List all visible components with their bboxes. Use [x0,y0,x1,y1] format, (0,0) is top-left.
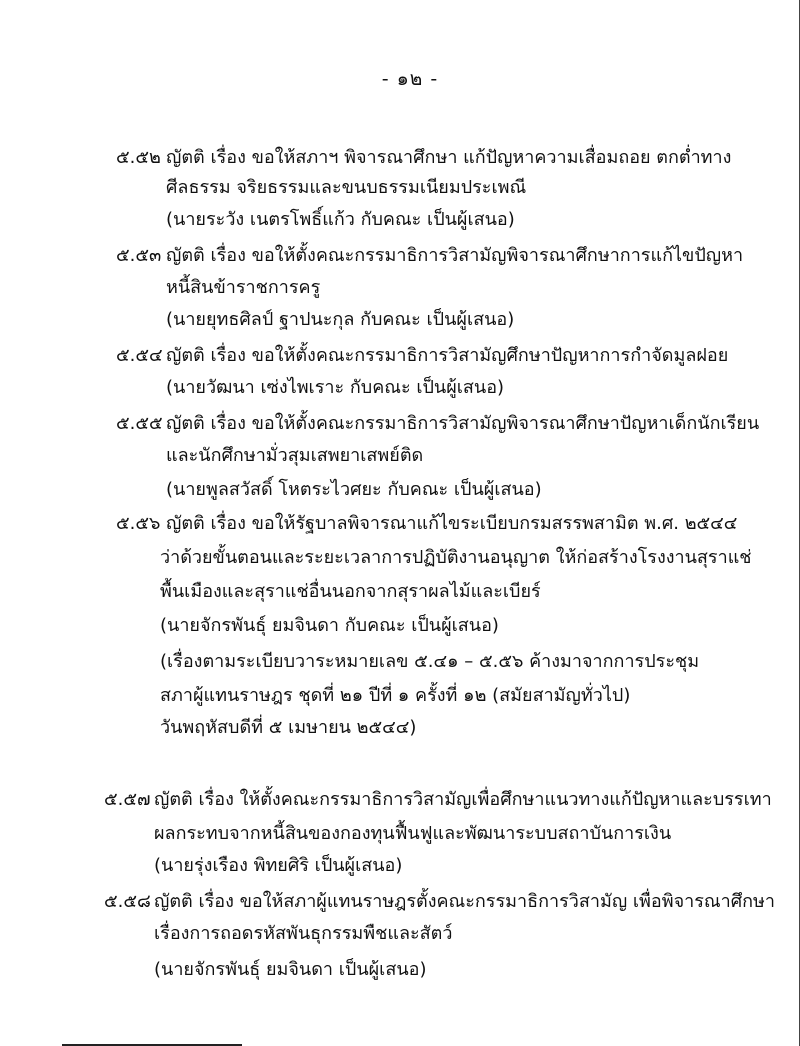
agenda-item-title: ญัตติ เรื่อง ขอให้ตั้งคณะกรรมาธิการวิสามัญพิจารณาศึกษาปัญหาเด็กนักเรียน [166,413,760,434]
agenda-item-header [116,412,759,436]
agenda-item-header [116,244,743,268]
agenda-item-proposer: (นายจักรพันธุ์ ยมจินดา กับคณะ เป็นผู้เสนอ) [160,615,499,636]
agenda-item-header [116,146,731,170]
agenda-item-proposer: (นายพูลสวัสดิ์ โหตระไวศยะ กับคณะ เป็นผู้เสนอ) [166,479,542,500]
agenda-item-title: ญัตติ เรื่อง ขอให้สภาฯ พิจารณาศึกษา แก้ปัญหาความเสื่อมถอย ตกต่ำทาง [166,147,732,168]
page-number: - ๑๒ - [381,68,439,90]
agenda-item-number: ๕.๕๓ [116,245,162,266]
pending-note-line: สภาผู้แทนราษฎร ชุดที่ ๒๑ ปีที่ ๑ ครั้งที่ ๑๒ (สมัยสามัญทั่วไป) [160,685,631,706]
agenda-item-number: ๕.๕๘ [104,891,151,912]
agenda-item-proposer: (นายระวัง เนตรโพธิ์แก้ว กับคณะ เป็นผู้เสนอ) [166,209,515,230]
agenda-item-proposer: (นายวัฒนา เซ่งไพเราะ กับคณะ เป็นผู้เสนอ) [166,377,505,398]
pending-note-line: วันพฤหัสบดีที่ ๕ เมษายน ๒๕๔๔) [160,717,417,738]
agenda-item-header [116,344,728,368]
agenda-item-title-continued: ผลกระทบจากหนี้สินของกองทุนฟื้นฟูและพัฒนาระบบสถาบันการเงิน [154,823,672,844]
agenda-item-title: ญัตติ เรื่อง ขอให้สภาผู้แทนราษฎรตั้งคณะกรรมาธิการวิสามัญ เพื่อพิจารณาศึกษา [154,891,776,912]
agenda-item-title: ญัตติ เรื่อง ขอให้ตั้งคณะกรรมาธิการวิสามัญศึกษาปัญหาการกำจัดมูลฝอย [166,345,729,366]
agenda-item-proposer: (นายยุทธศิลป์ ฐาปนะกุล กับคณะ เป็นผู้เสนอ) [166,309,515,330]
agenda-item-title-continued: ศีลธรรม จริยธรรมและขนบธรรมเนียมประเพณี [166,177,527,198]
agenda-item-number: ๕.๕๗ [104,789,151,810]
agenda-item-title-continued: พื้นเมืองและสุราแช่อื่นนอกจากสุราผลไม้และเบียร์ [160,581,541,602]
pending-note-line: (เรื่องตามระเบียบวาระหมายเลข ๕.๔๑ – ๕.๕๖ ค้างมาจากการประชุม [160,651,700,672]
agenda-item-proposer: (นายรุ่งเรือง พิทยศิริ เป็นผู้เสนอ) [154,855,403,876]
agenda-item-title-continued: หนี้สินข้าราชการครู [166,277,321,298]
agenda-item-title: ญัตติ เรื่อง ให้ตั้งคณะกรรมาธิการวิสามัญเพื่อศึกษาแนวทางแก้ปัญหาและบรรเทา [154,789,772,810]
agenda-item-proposer: (นายจักรพันธุ์ ยมจินดา เป็นผู้เสนอ) [154,959,427,980]
agenda-item-number: ๕.๕๕ [116,413,163,434]
agenda-item-number: ๕.๕๔ [116,345,163,366]
agenda-item-title: ญัตติ เรื่อง ขอให้ตั้งคณะกรรมาธิการวิสามัญพิจารณาศึกษาการแก้ไขปัญหา [166,245,744,266]
agenda-item-header [104,890,775,914]
agenda-item-title: ญัตติ เรื่อง ขอให้รัฐบาลพิจารณาแก้ไขระเบียบกรมสรรพสามิต พ.ศ. ๒๕๔๔ [166,513,738,534]
agenda-item-title-continued: เรื่องการถอดรหัสพันธุกรรมพืชและสัตว์ [154,923,453,944]
agenda-item-header [116,512,737,536]
agenda-item-title-continued: ว่าด้วยขั้นตอนและระยะเวลาการปฏิบัติงานอนุญาต ให้ก่อสร้างโรงงานสุราแช่ [160,547,752,568]
agenda-item-title-continued: และนักศึกษามั่วสุมเสพยาเสพย์ติด [166,445,424,466]
agenda-item-number: ๕.๕๒ [116,147,161,168]
agenda-item-number: ๕.๕๖ [116,513,161,534]
agenda-item-header [104,788,772,812]
